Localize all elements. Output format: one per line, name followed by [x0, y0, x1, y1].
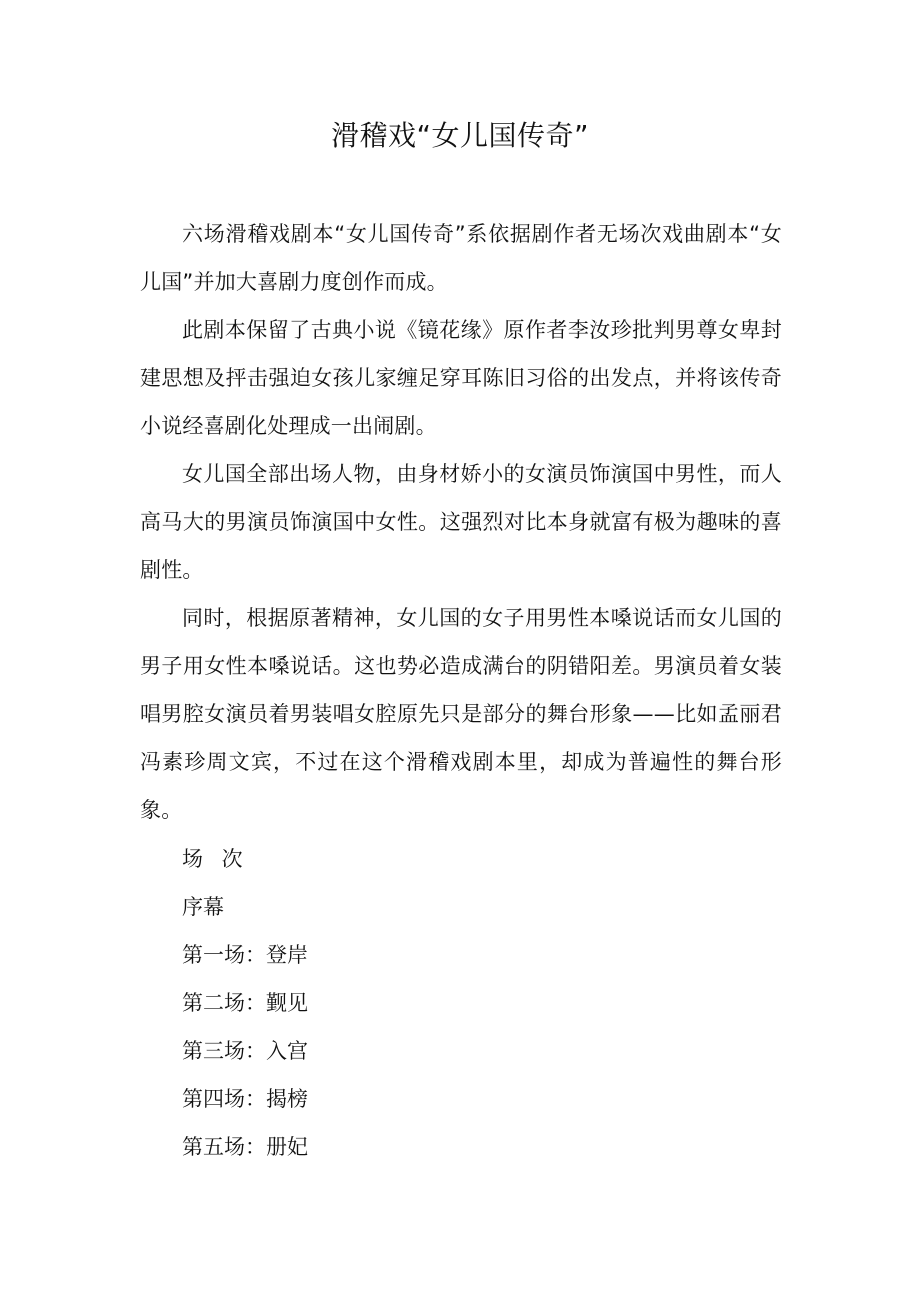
scene-item-2: 第二场：觐见 [182, 991, 308, 1015]
paragraph-voice: 同时，根据原著精神，女儿国的女子用男性本嗓说话而女儿国的男子用女性本嗓说话。这也势必造成满台的阴错阳差。男演员着女装唱男腔女演员着男装唱女腔原先只是部分的舞台形象——比如孟丽君冯素珍周文宾，不过在这个滑稽戏剧本里，却成为普遍性的舞台形象。 [140, 606, 782, 822]
paragraph-casting: 女儿国全部出场人物，由身材娇小的女演员饰演国中男性，而人高马大的男演员饰演国中女性。这强烈对比本身就富有极为趣味的喜剧性。 [140, 462, 782, 582]
scene-item-5: 第五场：册妃 [182, 1135, 308, 1159]
paragraph-intro: 六场滑稽戏剧本“女儿国传奇”系依据剧作者无场次戏曲剧本“女儿国”并加大喜剧力度创作而成。 [140, 222, 782, 294]
scene-list [182, 883, 782, 1171]
scene-item-1: 第一场：登岸 [182, 943, 308, 967]
document-title: 滑稽戏“女儿国传奇” [330, 119, 589, 152]
scene-item-3: 第三场：入宫 [182, 1039, 308, 1063]
document-body [140, 210, 782, 834]
paragraph-origin: 此剧本保留了古典小说《镜花缘》原作者李汝珍批判男尊女卑封建思想及抨击强迫女孩儿家缠足穿耳陈旧习俗的出发点，并将该传奇小说经喜剧化处理成一出闹剧。 [140, 318, 782, 438]
scene-item-prologue: 序幕 [182, 895, 224, 919]
scene-item-4: 第四场：揭榜 [182, 1087, 308, 1111]
scene-list-heading: 场 次 [182, 847, 249, 871]
